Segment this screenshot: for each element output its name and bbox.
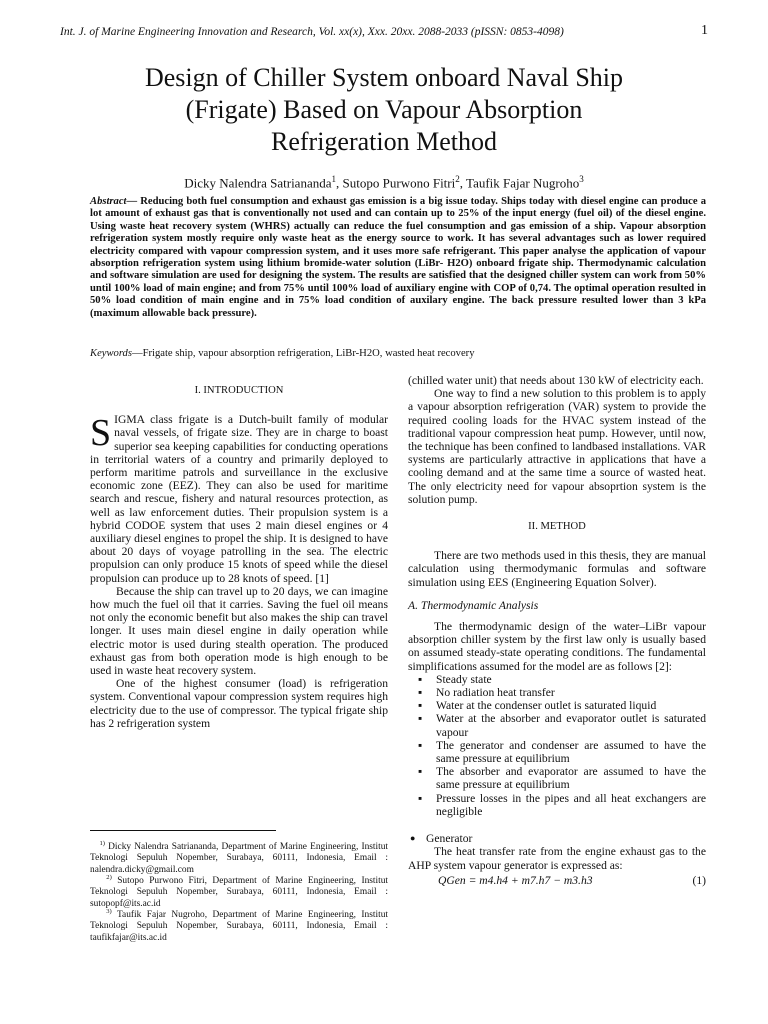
list-item: ▪ Steady state [436, 673, 706, 686]
abstract-text: — Reducing both fuel consumption and exhaust gas emission is a big issue today. Ships today with diesel engine can produce a lot amount of exhaust gas that is conventionally not used and can contain up to 25% of the input energy (fuel oil) of the diesel engine. Using waste heat recovery system (WHRS) actually can reduce the fuel consumption and gas emission of a ship. Vapour absorption refrigeration system mostly require only waste heat as the energy source to work. It has several advantages such as lower required electricity compared with vapour compression system, and it uses more safe refrigerant. This paper analyse the application of vapour absorption refrigeration system using lithium bromide-water solution (LiBr- H2O) onboard frigate ship. Thermodynamic calculation and software simulation are used for designing the system. The results are satisfied that the designed chiller system can work from 50% until 100% load of main engine; and from 75% until 100% load of auxiliary engine with COP of 0,74. The optimal operation resulted in 50% load condition of main engine and in 75% load condition of auxilary engine. The back pressure resulted lower than 3 kPa (maximum allowable back pressure). [90, 196, 706, 319]
list-item: ▪ No radiation heat transfer [436, 686, 706, 699]
drop-cap: S [90, 412, 112, 455]
list-item: ▪ Water at the absorber and evaporator outlet is saturated vapour [436, 712, 706, 738]
paper-title [80, 62, 688, 158]
footnote-1: $^{1)}$ Dicky Nalendra Satriananda, Department of Marine Engineering, Institut Teknologi Sepuluh Nopember, Surabaya, 60111, Indonesia, Email : nalendra.dicky@gmail.com [90, 840, 389, 875]
keywords-text: —Frigate ship, vapour absorption refrigeration, LiBr-H2O, wasted heat recovery [131, 348, 475, 359]
page-number: 1 [701, 23, 708, 38]
assumption-list [408, 673, 706, 818]
subsection-heading-thermodynamic: A. Thermodynamic Analysis [408, 598, 539, 612]
intro-paragraph-3-continued: (chilled water unit) that needs about 130 kW of electricity each. [408, 374, 704, 387]
author-list: Dicky Nalendra Satriananda$^1$, Sutopo Purwono Fitri$^2$, Taufik Fajar Nugroho$^3$ [184, 174, 584, 191]
list-item: ▪ Pressure losses in the pipes and all heat exchangers are negligible [436, 792, 706, 818]
abstract [90, 196, 706, 320]
method-paragraph-2: The thermodynamic design of the water–LiBr vapour absorption chiller system by the first law only is usually based on assumed steady-state operating conditions. The fundamental simplifications assumed for the model are as follows [2]: [408, 620, 706, 673]
left-column [90, 370, 388, 730]
list-item: ▪ The generator and condenser are assumed to have the same pressure at equilibrium [436, 739, 706, 765]
right-column [408, 374, 706, 890]
equation-formula: QGen = m4.h4 + m7.h7 − m3.h3 [438, 873, 593, 887]
author-1: Dicky Nalendra Satriananda [184, 175, 332, 191]
author-2-mark: 2 [455, 174, 460, 184]
section-heading-introduction: I. INTRODUCTION [194, 385, 284, 396]
title-line-3: Refrigeration Method [271, 127, 497, 156]
footnote-2: $^{2)}$ Sutopo Purwono Fitri, Department of Marine Engineering, Institut Teknologi Sepuluh Nopember, Surabaya, 60111, Indonesia, Email : sutopopf@its.ac.id [90, 874, 389, 909]
footnote-rule [90, 830, 276, 831]
keywords [90, 348, 706, 359]
section-heading-method: II. METHOD [528, 521, 586, 533]
keywords-label: Keywords [90, 348, 132, 359]
author-3: Taufik Fajar Nugroho [466, 175, 580, 191]
author-3-mark: 3 [579, 174, 584, 184]
title-line-1: Design of Chiller System onboard Naval Ship [144, 63, 624, 92]
equation-number: (1) [692, 873, 706, 887]
footnote-3: $^{3)}$ Taufik Fajar Nugroho, Department of Marine Engineering, Institut Teknologi Sepuluh Nopember, Surabaya, 60111, Indonesia, Email : taufikfajar@its.ac.id [90, 908, 388, 943]
method-paragraph-1: There are two methods used in this thesis, they are manual calculation using thermodymanic formulas and software simulation using EES (Engineering Equation Solver). [408, 549, 706, 589]
method-paragraph-3: The heat transfer rate from the engine exhaust gas to the AHP system vapour generator is expressed as: [408, 845, 706, 872]
abstract-label: Abstract [90, 196, 127, 207]
author-2: Sutopo Purwono Fitri [342, 175, 456, 191]
intro-paragraph-3: One of the highest consumer (load) is refrigeration system. Conventional vapour compression system requires high electricity due to the use of compressor. The typical frigate ship has 2 refrigeration system [90, 677, 388, 730]
journal-citation: Int. J. of Marine Engineering Innovation and Research, Vol. xx(x), Xxx. 20xx. 2088-2033 (pISSN: 0853-4098) [60, 26, 564, 38]
list-item: ▪ The absorber and evaporator are assumed to have the same pressure at equilibrium [436, 765, 706, 791]
intro-paragraph-4: One way to find a new solution to this problem is to apply a vapour absorption refrigeration (VAR) system to provide the required cooling loads for the HVAC system instead of the traditional vapour compression heat pump. However, until now, the technique has been confined to landbased installations. VAR systems are particularly attractive in applications that have a cooling demand and at the same time a source of wasted heat. The only electricity need for vapour absoprtion system is the solution pump. [408, 387, 706, 506]
equation-1 [408, 874, 706, 890]
running-header [60, 23, 708, 38]
author-1-mark: 1 [331, 174, 337, 184]
generator-heading: ● Generator [408, 832, 706, 845]
title-line-2: (Frigate) Based on Vapour Absorption [185, 95, 583, 124]
intro-paragraph-2: Because the ship can travel up to 20 days, we can imagine how much the fuel oil that it carries. Saving the fuel oil means not only the economic benefit but also makes the ship can travel longer. It uses main diesel engine in daily operation while electric motor is used during stealth operation. The produced exhaust gas from both operation mode is high enough to be used in waste heat recovery system. [90, 584, 388, 678]
list-item: ▪ Water at the condenser outlet is saturated liquid [436, 699, 706, 712]
intro-paragraph-1: SIGMA class frigate is a Dutch-built family of modular naval vessels, of frigate size. They are in charge to boast superior sea keeping capabilities for conducting operations in territorial waters of a country and primarily deployed to perform maritime patrols and surveillance in the exclusive economic zone (EEZ). They can also be used for maritime search and rescue, fishery and natural resources protection, as well as law enforcement duties. Their propulsion system is a hybrid CODOE system that uses 2 main diesel engines or 4 auxiliary diesel engines to propel the ship. It is designed to have about 20 days of voyage patrolling in the sea. The electric propulsion can only produce 15 knots of speed while the diesel propulsion can produce up to 28 knots of speed. [1] [90, 412, 388, 585]
